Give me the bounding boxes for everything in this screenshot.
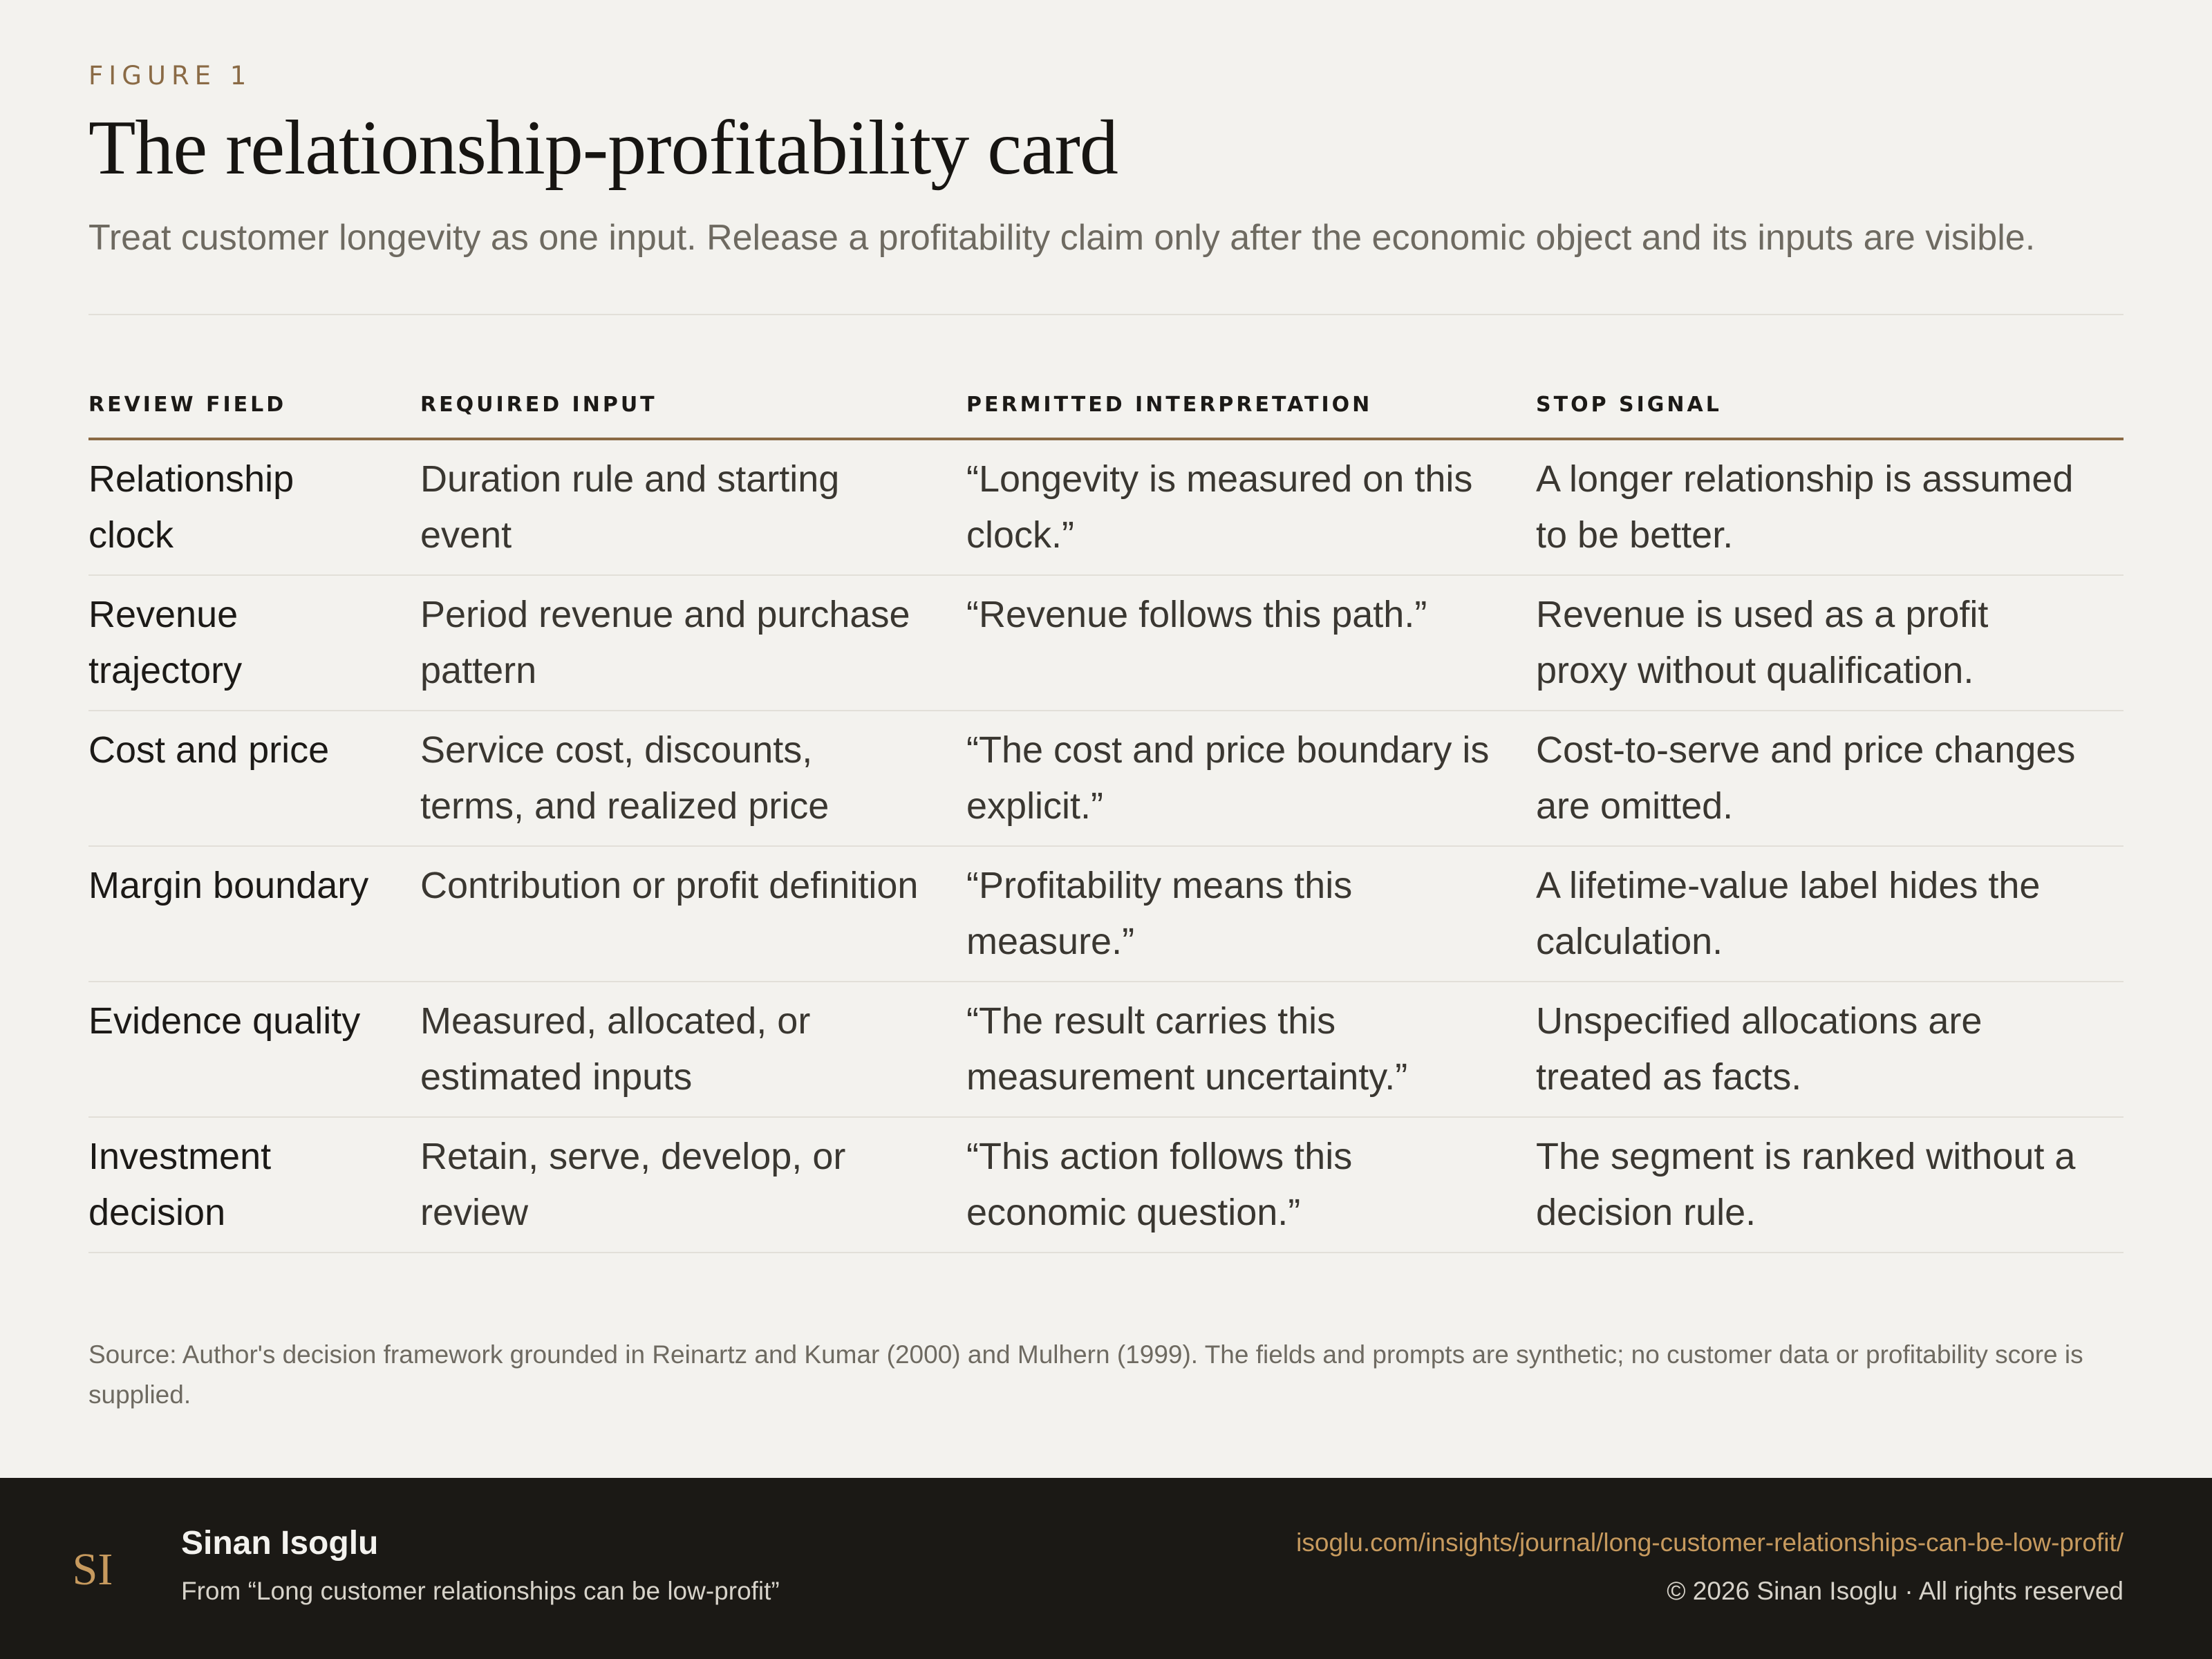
review-field-cell: Evidence quality xyxy=(88,982,420,1117)
si-monogram-logo xyxy=(66,1543,119,1595)
profitability-card-table xyxy=(88,393,2124,1253)
table-header-row xyxy=(88,393,2124,439)
author-name: Sinan Isoglu xyxy=(181,1525,379,1562)
required-input-cell: Duration rule and starting event xyxy=(420,439,966,575)
table-row xyxy=(88,1117,2124,1253)
interpretation-cell: “This action follows this economic question.” xyxy=(966,1117,1536,1253)
figure-label: FIGURE 1 xyxy=(88,61,252,91)
article-link[interactable]: isoglu.com/insights/journal/long-customer-relationships-can-be-low-profit/ xyxy=(1296,1528,2124,1557)
header-divider xyxy=(88,314,2124,315)
interpretation-cell: “The cost and price boundary is explicit.” xyxy=(966,711,1536,846)
table-row xyxy=(88,846,2124,982)
stop-signal-cell: A longer relationship is assumed to be better. xyxy=(1536,439,2124,575)
required-input-cell: Service cost, discounts, terms, and realized price xyxy=(420,711,966,846)
page-title: The relationship-profitability card xyxy=(88,105,1118,191)
footer xyxy=(0,1478,2212,1659)
table-row xyxy=(88,439,2124,575)
stop-signal-cell: The segment is ranked without a decision rule. xyxy=(1536,1117,2124,1253)
review-field-cell: Cost and price xyxy=(88,711,420,846)
column-header-permitted-interpretation: PERMITTED INTERPRETATION xyxy=(966,393,1536,439)
review-field-cell: Investment decision xyxy=(88,1117,420,1253)
interpretation-cell: “Profitability means this measure.” xyxy=(966,846,1536,982)
column-header-required-input: REQUIRED INPUT xyxy=(420,393,966,439)
interpretation-cell: “Longevity is measured on this clock.” xyxy=(966,439,1536,575)
table-row xyxy=(88,711,2124,846)
stop-signal-cell: A lifetime-value label hides the calculation. xyxy=(1536,846,2124,982)
review-field-cell: Relationship clock xyxy=(88,439,420,575)
stop-signal-cell: Cost-to-serve and price changes are omitted. xyxy=(1536,711,2124,846)
figure-content xyxy=(88,55,2124,1415)
table-row xyxy=(88,575,2124,711)
column-header-stop-signal: STOP SIGNAL xyxy=(1536,393,2124,439)
interpretation-cell: “The result carries this measurement uncertainty.” xyxy=(966,982,1536,1117)
interpretation-cell: “Revenue follows this path.” xyxy=(966,575,1536,711)
table-row xyxy=(88,982,2124,1117)
review-field-cell: Revenue trajectory xyxy=(88,575,420,711)
copyright-notice: © 2026 Sinan Isoglu · All rights reserved xyxy=(1667,1577,2124,1605)
column-header-review-field: REVIEW FIELD xyxy=(88,393,420,439)
review-field-cell: Margin boundary xyxy=(88,846,420,982)
stop-signal-cell: Unspecified allocations are treated as facts. xyxy=(1536,982,2124,1117)
article-reference: From “Long customer relationships can be low-profit” xyxy=(181,1577,780,1605)
required-input-cell: Period revenue and purchase pattern xyxy=(420,575,966,711)
source-note: Source: Author's decision framework grounded in Reinartz and Kumar (2000) and Mulhern (1999). The fields and prompts are synthetic; no customer data or profitability score is supplied. xyxy=(88,1340,2083,1409)
required-input-cell: Retain, serve, develop, or review xyxy=(420,1117,966,1253)
required-input-cell: Contribution or profit definition xyxy=(420,846,966,982)
svg-text:SI: SI xyxy=(72,1544,113,1595)
required-input-cell: Measured, allocated, or estimated inputs xyxy=(420,982,966,1117)
stop-signal-cell: Revenue is used as a profit proxy without qualification. xyxy=(1536,575,2124,711)
page-subtitle: Treat customer longevity as one input. Release a profitability claim only after the economic object and its inputs are visible. xyxy=(88,218,2036,258)
